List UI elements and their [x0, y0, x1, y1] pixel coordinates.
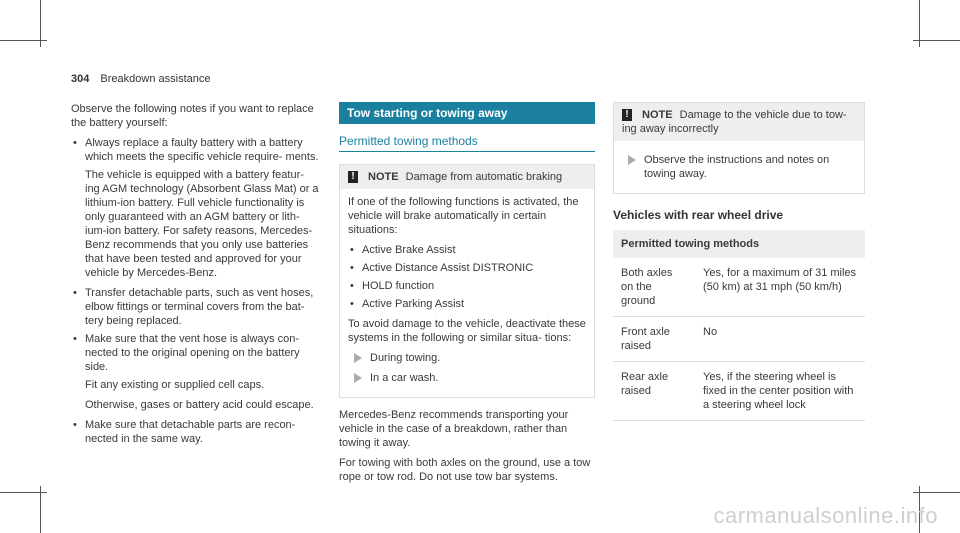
body-text: Mercedes-Benz recommends transporting your vehicle in the case of a breakdown, rather than towing it away.: [339, 409, 569, 449]
note-box: [613, 102, 865, 194]
note-label: NOTE: [642, 109, 673, 121]
list-item: • Active Parking Assist: [348, 297, 586, 311]
heading: Vehicles with rear wheel drive: [613, 208, 784, 222]
action-item: During towing.: [348, 351, 586, 365]
note-box: [339, 164, 595, 398]
note-header: [614, 103, 864, 141]
note-text: To avoid damage to the vehicle, deactivate these systems in the following or similar situa- tions:: [348, 318, 586, 344]
column-battery: [71, 102, 321, 450]
table-cell: Both axles on the ground: [613, 258, 695, 317]
section-name: Breakdown assistance: [100, 73, 211, 85]
exclamation-icon: !: [622, 109, 632, 121]
page-header: [71, 73, 210, 85]
table-cell: Rear axle raised: [613, 362, 695, 421]
table-row: [613, 258, 865, 317]
list-item-detail: Otherwise, gases or battery acid could escape.: [85, 399, 314, 411]
column-towing: [339, 102, 595, 490]
crop-mark: [913, 492, 960, 493]
intro-text: Observe the following notes if you want to replace the battery yourself:: [71, 103, 314, 129]
table-cell: Yes, if the steering wheel is fixed in the center position with a steering wheel lock: [695, 362, 865, 421]
note-header: [340, 165, 594, 189]
table-row: [613, 317, 865, 362]
table-header: Permitted towing methods: [613, 230, 865, 258]
exclamation-icon: !: [348, 171, 358, 183]
crop-mark: [40, 486, 41, 533]
action-item: Observe the instructions and notes on towing away.: [622, 153, 856, 181]
table-cell: Yes, for a maximum of 31 miles (50 km) at 31 mph (50 km/h): [695, 258, 865, 317]
body-text: For towing with both axles on the ground, use a tow rope or tow rod. Do not use tow bar systems.: [339, 457, 591, 483]
list-item: • Make sure that detachable parts are recon- nected in the same way.: [71, 418, 321, 446]
section-title: Tow starting or towing away: [339, 102, 595, 124]
note-body: [614, 141, 864, 193]
table-row: [613, 362, 865, 421]
note-text: If one of the following functions is activated, the vehicle will brake automatically in certain situations:: [348, 196, 579, 236]
note-title: Damage to the vehicle due to tow- ing away incorrectly: [622, 109, 847, 135]
watermark: carmanualsonline.info: [713, 503, 938, 528]
list-item: • Active Distance Assist DISTRONIC: [348, 261, 586, 275]
crop-mark: [0, 40, 47, 41]
list-item: • HOLD function: [348, 279, 586, 293]
page-number: 304: [71, 73, 90, 85]
list-item: • Always replace a faulty battery with a battery which meets the specific vehicle require- ments.: [71, 136, 321, 164]
towing-table: [613, 230, 865, 421]
list-item-detail: The vehicle is equipped with a battery featur- ing AGM technology (Absorbent Glass Mat) or a lithium-ion battery. Full vehicle functionality is only guaranteed with an AGM battery or lith- ium-ion battery. For safety reasons, Mercedes- Benz recommends that you only use batteries that have been tested and approved for your vehicle by Mercedes-Benz.: [85, 169, 319, 279]
table-cell: Front axle raised: [613, 317, 695, 362]
list-item-detail: Fit any existing or supplied cell caps.: [85, 379, 265, 391]
subheading: Permitted towing methods: [339, 134, 595, 152]
list-item: • Make sure that the vent hose is always con- nected to the original opening on the battery side.: [71, 332, 321, 374]
note-body: [340, 189, 594, 397]
list-item: • Active Brake Assist: [348, 243, 586, 257]
action-item: In a car wash.: [348, 371, 586, 385]
list-item: • Transfer detachable parts, such as vent hoses, elbow fittings or terminal covers from the bat- tery being replaced.: [71, 286, 321, 328]
crop-mark: [0, 492, 47, 493]
note-label: NOTE: [368, 171, 399, 183]
table-cell: No: [695, 317, 865, 362]
column-rear-wheel: [613, 102, 865, 421]
note-title: Damage from automatic braking: [405, 171, 563, 183]
crop-mark: [913, 40, 960, 41]
